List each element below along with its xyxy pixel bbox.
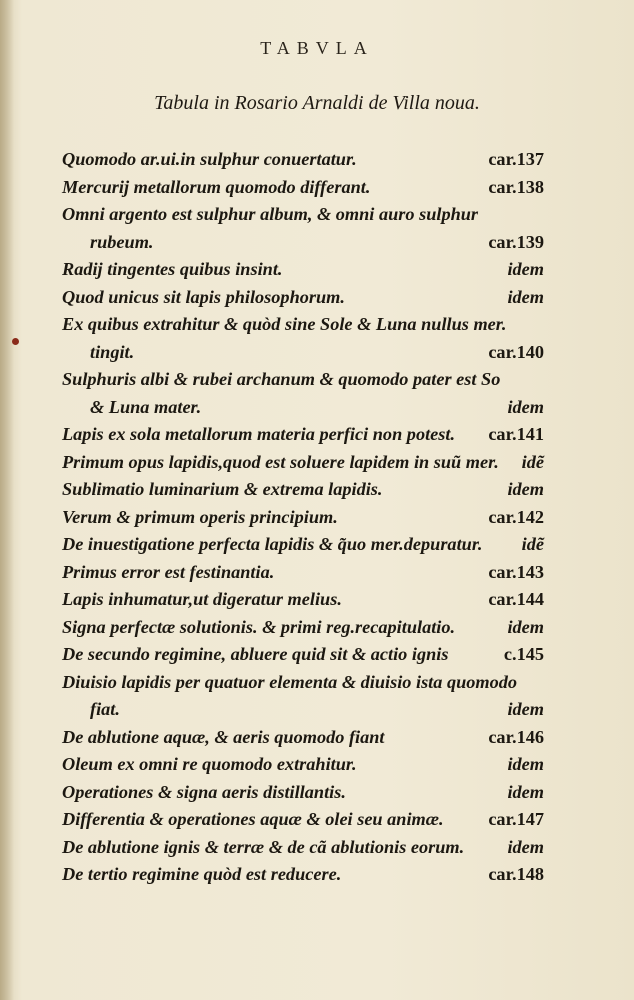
entry-text: Quod unicus sit lapis philosophorum. [62, 286, 345, 307]
entry-text: Omni argento est sulphur album, & omni auro sulphur [62, 204, 479, 224]
entry-continuation: & Luna mater. [90, 396, 202, 417]
index-entry [62, 559, 544, 587]
entry-reference: car.138 [488, 176, 544, 197]
entry-text: Lapis ex sola metallorum materia perfici non potest. [62, 424, 456, 444]
index-entry [62, 669, 544, 724]
entry-text: Radij tingentes quibus insint. [62, 259, 283, 279]
entry-reference: idem [507, 781, 544, 802]
entry-text: Operationes & signa aeris distillantis. [62, 781, 346, 802]
index-entry [62, 779, 544, 807]
index-entry [62, 834, 544, 862]
entry-continuation: tingit. [90, 341, 135, 362]
index-entry [62, 861, 544, 889]
entry-text: Sublimatio luminarium & extrema lapidis. [62, 479, 383, 499]
index-entry [62, 476, 544, 504]
entry-reference: car.139 [488, 231, 544, 252]
entry-text: Differentia & operationes aquæ & olei seu animæ. [62, 809, 444, 829]
index-entry [62, 724, 544, 752]
entry-reference: c.145 [503, 644, 544, 664]
entry-reference: car.141 [488, 424, 544, 444]
index-entries [62, 146, 544, 889]
index-entry [62, 504, 544, 532]
entry-text: Ex quibus extrahitur & quòd sine Sole & Luna nullus mer. [62, 314, 507, 334]
running-head: TABVLA [260, 38, 374, 58]
index-entry [62, 614, 544, 642]
index-entry [62, 641, 544, 669]
entry-reference: idẽ [521, 534, 544, 554]
entry-reference: car.137 [488, 149, 544, 169]
entry-reference: idem [507, 286, 544, 307]
entry-reference: idem [507, 259, 544, 279]
entry-reference: idem [507, 616, 544, 637]
index-entry [62, 449, 544, 477]
index-entry [62, 531, 544, 559]
entry-text: De secundo regimine, abluere quid sit & actio ignis [62, 644, 449, 664]
index-entry [62, 586, 544, 614]
entry-reference: car.146 [488, 726, 544, 747]
entry-reference: idem [507, 754, 544, 774]
entry-text: Primus error est festinantia. [62, 561, 275, 582]
entry-reference: car.144 [488, 589, 544, 609]
index-entry [62, 311, 544, 366]
entry-text: De tertio regimine quòd est reducere. [62, 864, 342, 884]
index-entry [62, 201, 544, 256]
entry-continuation: rubeum. [90, 231, 154, 252]
entry-text: Lapis inhumatur,ut digeratur melius. [62, 589, 342, 609]
entry-text: Mercurij metallorum quomodo differant. [62, 176, 371, 197]
entry-text: Diuisio lapidis per quatuor elementa & diuisio ista quomodo [62, 671, 518, 692]
entry-reference: car.147 [488, 809, 544, 829]
entry-reference: car.140 [488, 341, 544, 362]
entry-reference: idẽ [521, 451, 544, 472]
entry-reference: idem [507, 396, 544, 417]
entry-text: De ablutione ignis & terræ & de cã ablutionis eorum. [62, 836, 465, 857]
index-entry [62, 174, 544, 202]
entry-reference: idem [507, 836, 544, 857]
index-entry [62, 421, 544, 449]
entry-text: De inuestigatione perfecta lapidis & q̃uo mer.depuratur. [62, 534, 483, 554]
index-entry [62, 751, 544, 779]
index-entry [62, 256, 544, 284]
entry-text: Signa perfectæ solutionis. & primi reg.recapitulatio. [62, 616, 456, 637]
entry-reference: idem [507, 699, 544, 719]
entry-reference: car.143 [488, 561, 544, 582]
index-entry [62, 146, 544, 174]
entry-text: Sulphuris albi & rubei archanum & quomodo pater est So [62, 369, 501, 389]
entry-reference: car.148 [488, 864, 544, 884]
index-entry [62, 284, 544, 312]
entry-text: Quomodo ar.ui.in sulphur conuertatur. [62, 149, 357, 169]
ink-mark [12, 338, 19, 345]
page-title: Tabula in Rosario Arnaldi de Villa noua. [154, 92, 480, 114]
entry-continuation: fiat. [90, 699, 120, 719]
entry-text: Primum opus lapidis,quod est soluere lapidem in suũ mer. [62, 451, 499, 472]
spine-shadow [0, 0, 14, 1000]
entry-reference: car.142 [488, 506, 544, 527]
entry-text: De ablutione aquæ, & aeris quomodo fiant [62, 726, 385, 747]
entry-text: Oleum ex omni re quomodo extrahitur. [62, 754, 357, 774]
index-entry [62, 366, 544, 421]
entry-reference: idem [507, 479, 544, 499]
index-entry [62, 806, 544, 834]
entry-text: Verum & primum operis principium. [62, 506, 338, 527]
